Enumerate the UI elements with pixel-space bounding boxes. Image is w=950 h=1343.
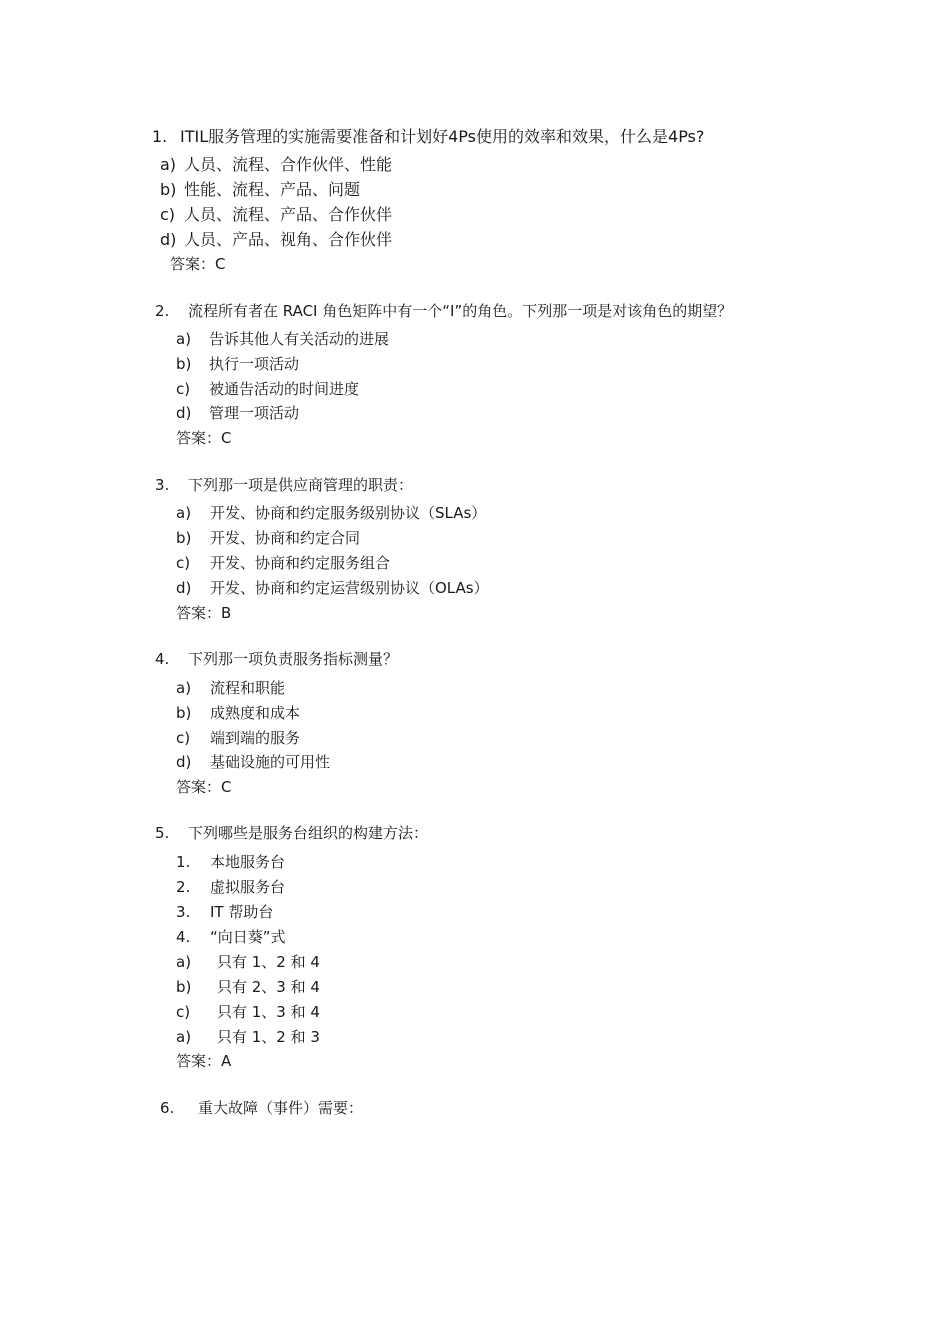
option-5a: [176, 955, 320, 970]
option-text: 开发、协商和约定服务组合: [210, 554, 391, 572]
option-text: 性能、流程、产品、问题: [184, 180, 361, 199]
option-text: 只有 1、2 和 4: [217, 953, 320, 971]
option-label: b): [176, 529, 192, 547]
question-text: 下列哪些是服务台组织的构建方法：: [188, 824, 429, 842]
question-text: 重大故障（事件）需要：: [198, 1099, 364, 1117]
item-label: 3.: [176, 903, 191, 921]
option-4a: [176, 681, 285, 696]
option-text: 成熟度和成本: [210, 704, 301, 722]
option-label: a): [176, 1028, 192, 1046]
option-text: 开发、协商和约定合同: [210, 529, 361, 547]
option-5c: [176, 1005, 320, 1020]
option-1a: [160, 157, 392, 173]
option-3b: [176, 531, 360, 546]
question-text: 下列那一项是供应商管理的职责：: [188, 476, 414, 494]
item-5-4: [176, 930, 286, 945]
answer-5: 答案：A: [176, 1052, 232, 1070]
option-1d: [160, 232, 392, 248]
option-1b: [160, 182, 360, 198]
option-label: c): [176, 554, 191, 572]
answer-4: 答案：C: [176, 778, 232, 796]
question-number: 4.: [155, 650, 170, 668]
option-text: 开发、协商和约定运营级别协议（OLAs）: [210, 579, 489, 597]
item-5-2: [176, 880, 285, 895]
option-2a: [176, 332, 389, 347]
option-5b: [176, 980, 320, 995]
option-label: d): [176, 579, 192, 597]
question-number: 6.: [160, 1099, 175, 1117]
option-label: b): [176, 355, 192, 373]
option-3d: [176, 581, 489, 596]
option-1c: [160, 207, 392, 223]
option-label: a): [176, 679, 192, 697]
option-2b: [176, 357, 299, 372]
question-3: [155, 478, 413, 493]
question-text: ITIL服务管理的实施需要准备和计划好4Ps使用的效率和效果，什么是4Ps?: [180, 127, 705, 146]
option-text: 开发、协商和约定服务级别协议（SLAs）: [210, 504, 487, 522]
option-text: 只有 1、2 和 3: [217, 1028, 320, 1046]
option-label: d): [176, 753, 192, 771]
option-5d: [176, 1030, 320, 1045]
question-4: [155, 652, 398, 667]
option-text: 只有 1、3 和 4: [217, 1003, 320, 1021]
option-text: 管理一项活动: [209, 404, 300, 422]
item-label: 1.: [176, 853, 191, 871]
option-2d: [176, 406, 299, 421]
item-text: 本地服务台: [210, 853, 286, 871]
item-text: “向日葵”式: [210, 928, 286, 946]
question-2: [155, 304, 732, 319]
option-text: 人员、流程、产品、合作伙伴: [184, 205, 393, 224]
option-text: 只有 2、3 和 4: [217, 978, 320, 996]
option-label: b): [176, 978, 192, 996]
question-number: 3.: [155, 476, 170, 494]
item-5-1: [176, 855, 285, 870]
option-label: c): [176, 729, 191, 747]
answer-3: 答案：B: [176, 604, 232, 622]
question-text: 下列那一项负责服务指标测量？: [188, 650, 399, 668]
option-label: a): [176, 953, 192, 971]
option-text: 基础设施的可用性: [210, 753, 331, 771]
option-label: a): [176, 330, 192, 348]
question-5: [155, 826, 428, 841]
option-label: d): [176, 404, 192, 422]
answer-1: 答案：C: [170, 255, 226, 273]
option-label: a): [160, 155, 177, 174]
item-label: 4.: [176, 928, 191, 946]
option-text: 人员、产品、视角、合作伙伴: [184, 230, 393, 249]
option-label: c): [160, 205, 176, 224]
question-1: [152, 129, 704, 145]
answer-2: 答案：C: [176, 429, 232, 447]
option-label: a): [176, 504, 192, 522]
option-text: 执行一项活动: [209, 355, 300, 373]
option-4c: [176, 731, 300, 746]
item-text: 虚拟服务台: [210, 878, 286, 896]
option-text: 端到端的服务: [210, 729, 301, 747]
question-number: 5.: [155, 824, 170, 842]
option-text: 人员、流程、合作伙伴、性能: [184, 155, 393, 174]
option-3c: [176, 556, 390, 571]
option-label: d): [160, 230, 177, 249]
option-4d: [176, 755, 330, 770]
option-text: 流程和职能: [210, 679, 286, 697]
option-text: 被通告活动的时间进度: [209, 380, 360, 398]
option-label: c): [176, 380, 191, 398]
question-text: 流程所有者在 RACI 角色矩阵中有一个“I”的角色。下列那一项是对该角色的期望？: [188, 302, 733, 320]
option-3a: [176, 506, 486, 521]
question-number: 1.: [152, 127, 168, 146]
option-label: c): [176, 1003, 191, 1021]
item-text: IT 帮助台: [210, 903, 274, 921]
option-label: b): [160, 180, 177, 199]
question-6: [160, 1101, 363, 1116]
option-2c: [176, 382, 359, 397]
question-number: 2.: [155, 302, 170, 320]
option-4b: [176, 706, 300, 721]
option-label: b): [176, 704, 192, 722]
item-5-3: [176, 905, 273, 920]
option-text: 告诉其他人有关活动的进展: [209, 330, 390, 348]
item-label: 2.: [176, 878, 191, 896]
